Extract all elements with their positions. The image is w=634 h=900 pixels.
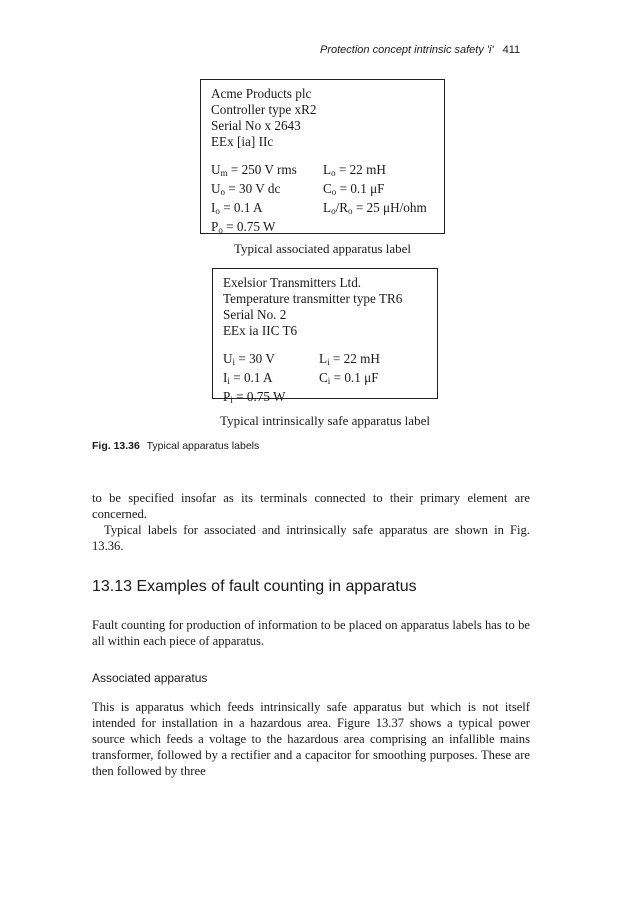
figure-caption	[92, 440, 259, 452]
param-li: $L_i = 22$ mH	[319, 351, 380, 367]
param-ci: $C_i = 0.1$ μF	[319, 370, 379, 386]
param-row	[211, 162, 434, 181]
running-header	[320, 44, 542, 56]
paragraph-text: Typical labels for associated and intrinsically safe apparatus are shown in Fig. 13.36.	[92, 523, 530, 553]
param-po: $P_o = 0.75$ W	[211, 219, 276, 235]
figure-number: Fig. 13.36	[92, 440, 140, 452]
label-line: Serial No. 2	[223, 307, 287, 322]
paragraph-text: This is apparatus which feeds intrinsically safe apparatus but which is not itself intended for installation in a hazardous area. Figure 13.37 shows a typical power source which feeds a voltage to the hazardous area comprising an infallible mains transformer, followed by a rectifier and a capacitor for smoothing purposes. These are then followed by three	[92, 700, 530, 778]
label-line: Controller type xR2	[211, 102, 317, 117]
param-ii: $I_i = 0.1$ A	[223, 370, 273, 386]
label-line: EEx ia IIC T6	[223, 323, 298, 338]
param-row	[223, 389, 427, 408]
running-title: Protection concept intrinsic safety 'i'	[320, 44, 494, 56]
body-paragraph	[92, 490, 530, 554]
associated-apparatus-label	[200, 79, 445, 234]
param-co: $C_o = 0.1$ μF	[323, 181, 385, 197]
is-label-caption: Typical intrinsically safe apparatus label	[220, 413, 430, 428]
param-row	[223, 370, 427, 389]
param-io: $I_o = 0.1$ A	[211, 200, 263, 216]
subsection-heading: Associated apparatus	[92, 671, 208, 685]
paragraph-text: to be specified insofar as its terminals connected to their primary element are concerned.	[92, 491, 530, 521]
label-parameters	[211, 162, 434, 238]
label-line: EEx [ia] IIc	[211, 134, 274, 149]
label-line: Temperature transmitter type TR6	[223, 291, 403, 306]
label-parameters	[223, 351, 427, 408]
param-row	[211, 200, 434, 219]
figure-title: Typical apparatus labels	[146, 440, 260, 452]
param-um: $U_m = 250$ V rms	[211, 162, 297, 178]
associated-label-caption: Typical associated apparatus label	[233, 241, 412, 256]
body-paragraph	[92, 699, 530, 779]
paragraph-text: Fault counting for production of information to be placed on apparatus labels has to be all within each piece of apparatus.	[92, 618, 530, 648]
param-pi: $P_i = 0.75$ W	[223, 389, 286, 405]
label-line: Serial No x 2643	[211, 118, 301, 133]
label-line: Exelsior Transmitters Ltd.	[223, 275, 362, 290]
param-row	[223, 351, 427, 370]
page-number: 411	[502, 44, 521, 56]
param-row	[211, 181, 434, 200]
body-paragraph	[92, 617, 530, 649]
param-ui: $U_i = 30$ V	[223, 351, 275, 367]
is-apparatus-label	[212, 268, 438, 405]
label-line: Acme Products plc	[211, 86, 312, 101]
section-heading: 13.13 Examples of fault counting in apparatus	[92, 578, 417, 595]
param-row	[211, 219, 434, 238]
param-lo: $L_o = 22$ mH	[323, 162, 386, 178]
param-uo: $U_o = 30$ V dc	[211, 181, 281, 197]
param-lo-ro: $L_o/R_o = 25$ μH/ohm	[323, 200, 427, 216]
